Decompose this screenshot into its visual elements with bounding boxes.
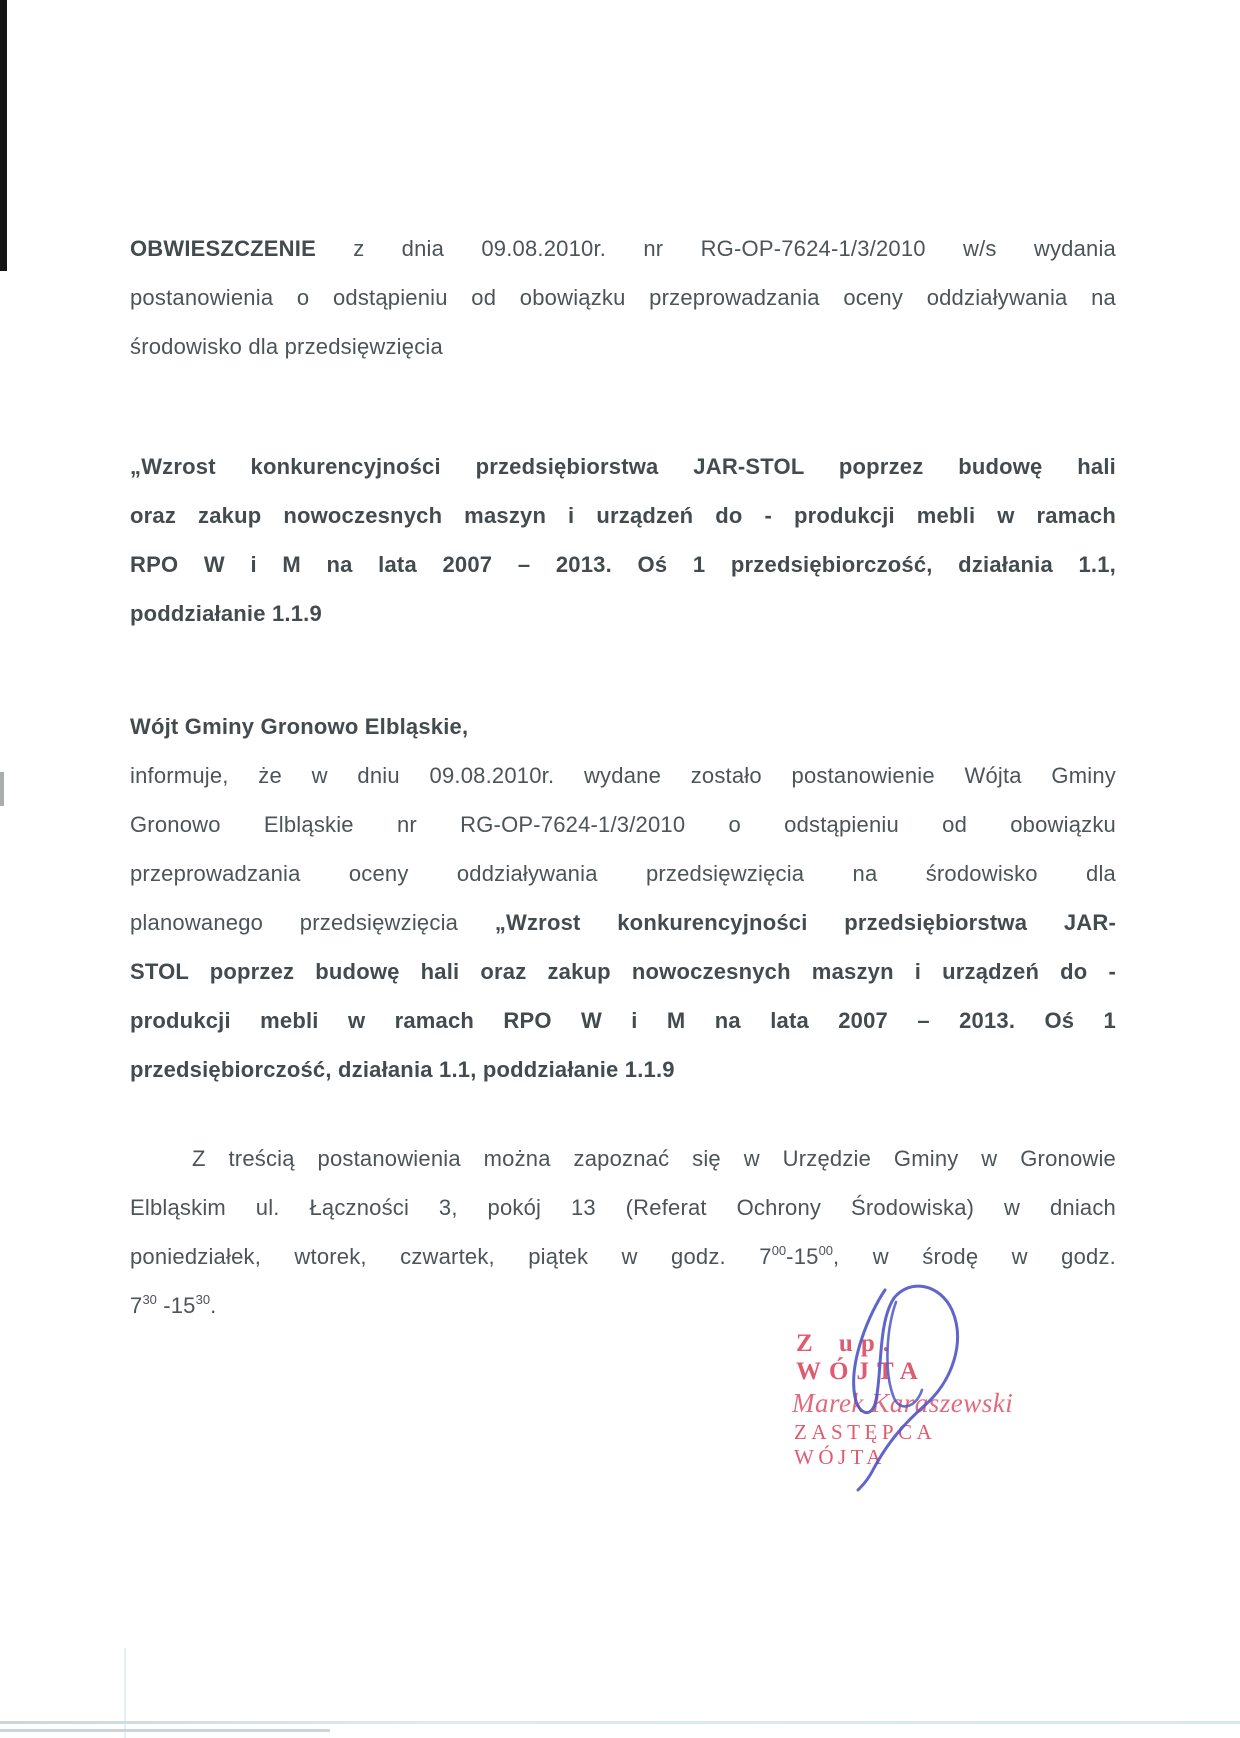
text-line bbox=[130, 751, 1116, 800]
body-paragraph bbox=[130, 702, 1116, 1094]
text-segment: poniedziałek, wtorek, czwartek, piątek w godz. bbox=[130, 1244, 760, 1269]
text-segment: przeprowadzania oceny oddziaływania przedsięwzięcia na środowisko dla bbox=[130, 861, 1116, 886]
text-segment: z dnia 09.08.2010r. nr RG-OP-7624-1/3/2010 w/s wydania bbox=[315, 236, 1116, 261]
scan-artifact-fold-horizontal-dark bbox=[0, 1729, 330, 1732]
stamp-signer-title: ZASTĘPCA WÓJTA bbox=[794, 1420, 936, 1469]
text-segment: poddziałanie 1.1.9 bbox=[130, 601, 322, 626]
scan-artifact-left-smudge bbox=[0, 772, 4, 806]
text-line bbox=[130, 442, 1116, 491]
text-line bbox=[130, 996, 1116, 1045]
notice-header bbox=[130, 224, 1116, 371]
text-segment: Elbląskim ul. Łączności 3, pokój 13 (Referat Ochrony Środowiska) w dniach bbox=[130, 1195, 1116, 1220]
scan-artifact-fold-horizontal bbox=[0, 1721, 1240, 1724]
text-segment: środowisko dla przedsięwzięcia bbox=[130, 334, 443, 359]
text-segment: 30 bbox=[142, 1292, 157, 1307]
text-line bbox=[130, 273, 1116, 322]
text-segment: 7 bbox=[759, 1244, 772, 1269]
text-line bbox=[130, 322, 1116, 371]
stamp-signer-name: Marek Karaszewski bbox=[792, 1388, 1014, 1418]
text-segment: 30 bbox=[195, 1292, 211, 1307]
text-segment: , w środę w godz. bbox=[833, 1244, 1116, 1269]
text-segment: „Wzrost konkurencyjności przedsiębiorstwa JAR- bbox=[494, 910, 1116, 935]
text-line bbox=[130, 224, 1116, 273]
scan-artifact-left-bar bbox=[0, 0, 7, 271]
text-line bbox=[130, 800, 1116, 849]
text-segment: OBWIESZCZENIE bbox=[130, 236, 316, 261]
text-segment: -15 bbox=[156, 1293, 196, 1318]
text-line bbox=[130, 589, 1116, 638]
text-segment: produkcji mebli w ramach RPO W i M na lata 2007 – 2013. Oś 1 bbox=[130, 1008, 1116, 1033]
pen-signature-scribble bbox=[800, 1282, 980, 1497]
text-line bbox=[130, 849, 1116, 898]
text-segment: RPO W i M na lata 2007 – 2013. Oś 1 przedsiębiorczość, działania 1.1, bbox=[130, 552, 1116, 577]
text-line bbox=[130, 1134, 1116, 1183]
text-segment: planowanego przedsięwzięcia bbox=[130, 910, 495, 935]
text-segment: 00 bbox=[818, 1243, 834, 1258]
text-line bbox=[130, 491, 1116, 540]
text-segment: STOL poprzez budowę hali oraz zakup nowoczesnych maszyn i urządzeń do - bbox=[130, 959, 1116, 984]
scan-artifact-fold-vertical bbox=[124, 1648, 126, 1738]
project-title-paragraph bbox=[130, 442, 1116, 638]
text-segment: oraz zakup nowoczesnych maszyn i urządzeń do - produkcji mebli w ramach bbox=[130, 503, 1116, 528]
text-line bbox=[130, 1183, 1116, 1232]
document-body bbox=[130, 224, 1116, 1330]
text-line bbox=[130, 1045, 1116, 1094]
text-line bbox=[130, 898, 1116, 947]
text-segment: informuje, że w dniu 09.08.2010r. wydane zostało postanowienie Wójta Gminy bbox=[130, 763, 1116, 788]
text-line bbox=[130, 540, 1116, 589]
text-segment: postanowienia o odstąpieniu od obowiązku przeprowadzania oceny oddziaływania na bbox=[130, 285, 1116, 310]
text-segment: . bbox=[210, 1293, 217, 1318]
text-segment: 00 bbox=[771, 1243, 787, 1258]
text-segment: przedsiębiorczość, działania 1.1, poddziałanie 1.1.9 bbox=[130, 1057, 675, 1082]
text-segment: Z treścią postanowienia można zapoznać się w Urzędzie Gminy w Gronowie bbox=[192, 1146, 1116, 1171]
text-segment: Wójt Gminy Gronowo Elbląskie, bbox=[130, 714, 469, 739]
stamp-authorization-text: Z up. WÓJTA bbox=[796, 1330, 926, 1385]
text-segment: „Wzrost konkurencyjności przedsiębiorstwa JAR-STOL poprzez budowę hali bbox=[130, 454, 1116, 479]
text-segment: 7 bbox=[130, 1293, 143, 1318]
text-line bbox=[130, 702, 1116, 751]
text-line bbox=[130, 1232, 1116, 1281]
text-segment: Gronowo Elbląskie nr RG-OP-7624-1/3/2010 o odstąpieniu od obowiązku bbox=[130, 812, 1116, 837]
text-line bbox=[130, 947, 1116, 996]
text-segment: -15 bbox=[786, 1244, 819, 1269]
